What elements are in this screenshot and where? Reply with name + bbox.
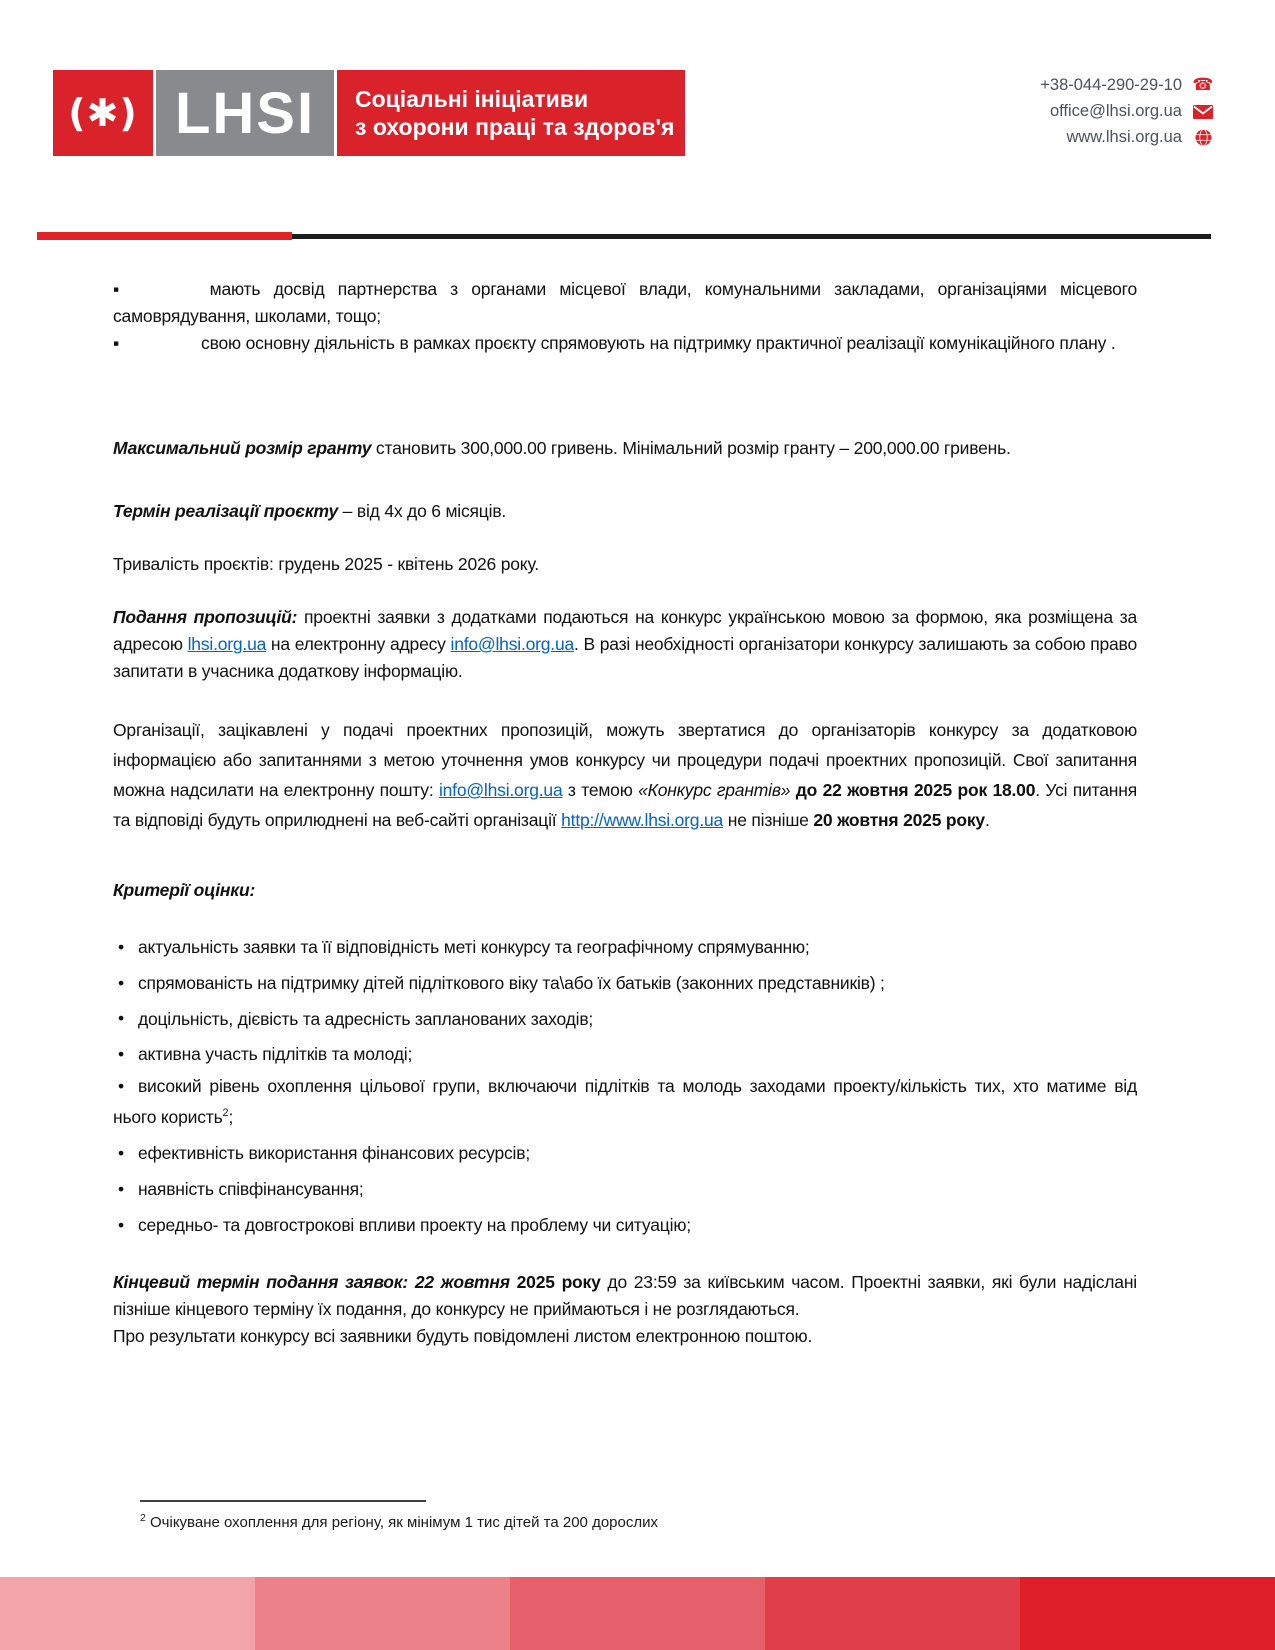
footnote-text: Очікуване охоплення для регіону, як мінімум 1 тис дітей та 200 дорослих (145, 1514, 658, 1531)
footer-block-1 (0, 1577, 255, 1650)
divider-red-segment (37, 232, 292, 240)
logo-asterisk-icon (53, 70, 153, 156)
max-grant-text: становить 300,000.00 гривень. Мінімальний розмір гранту – 200,000.00 гривень. (371, 438, 1011, 458)
deadline-year-bold: 2025 року (516, 1271, 601, 1292)
contact-email-row (1040, 102, 1213, 121)
duration-text: Тривалість проєктів: грудень 2025 - квітень 2026 року. (113, 554, 539, 574)
questions-text: не пізніше (723, 810, 814, 830)
criteria-list (113, 930, 1137, 1239)
info-email-link[interactable]: info@lhsi.org.ua (438, 780, 563, 800)
document-body (0, 240, 1275, 1350)
criteria-text: високий рівень охоплення цільової групи, включаючи підлітків та молодь заходами проекту/кількість тих, хто матиме від нього користь (113, 1076, 1137, 1128)
dot-bullet-marker: • (118, 1178, 124, 1199)
contact-phone: +38-044-290-29-10 (1040, 76, 1182, 94)
results-text: Про результати конкурсу всі заявники будуть повідомлені листом електронною поштою. (113, 1325, 813, 1346)
term-paragraph (113, 498, 1137, 525)
logo-mark-text: (✱) (68, 91, 138, 135)
square-bullet-item (113, 330, 1137, 357)
questions-text: . (984, 810, 990, 830)
dot-bullet-marker: • (118, 1214, 124, 1235)
criteria-text: активна участь підлітків та молоді; (137, 1044, 413, 1065)
footnote-marker: 2 (140, 1512, 146, 1524)
duration-paragraph (113, 551, 1137, 578)
square-bullet-text: свою основну діяльність в рамках проєкту спрямовують на підтримку практичної реалізації комунікаційного плану . (201, 333, 1116, 353)
criteria-item (113, 1037, 1137, 1068)
deadline-paragraph (113, 1269, 1137, 1323)
footnote-block (140, 1500, 1275, 1531)
dot-bullet-marker: • (118, 1044, 124, 1065)
submission-paragraph (113, 604, 1137, 685)
criteria-item (113, 966, 1137, 997)
criteria-text: наявність співфінансування; (137, 1178, 364, 1199)
phone-icon: ☎ (1192, 75, 1214, 95)
logo-tagline-line2: з охорони праці та здоров'я (355, 114, 675, 140)
criteria-text: доцільність, дієвість та адресність запланованих заходів; (137, 1008, 594, 1029)
logo-acronym (156, 70, 334, 156)
submission-text: проектні заявки з додатками подаються на конкурс українською мовою за формою, яка розміщена за адресою (113, 607, 1137, 654)
criteria-item (113, 1172, 1137, 1203)
square-bullet-text: мають досвід партнерства з органами місцевої влади, комунальними закладами, організаціями місцевого самоврядування, школами, тощо; (113, 279, 1137, 326)
criteria-heading (113, 877, 1137, 904)
questions-paragraph (113, 715, 1137, 835)
deadline-text: до 23:59 за київським часом. Проектні заявки, які були надіслані пізніше кінцевого терміну їх подання, до конкурсу не приймаються і не розглядаються. (113, 1271, 1137, 1319)
questions-publish-date-bold: 20 жовтня 2025 року (813, 810, 985, 830)
questions-text: з темою (562, 780, 639, 800)
footnote (140, 1512, 1275, 1531)
logo-tagline-line1: Соціальні ініціативи (355, 86, 589, 112)
divider-dark-segment (292, 234, 1211, 239)
contact-phone-row (1040, 76, 1213, 95)
max-grant-paragraph (113, 435, 1137, 462)
dot-bullet-marker: • (118, 1142, 124, 1163)
lhsi-logo (53, 70, 685, 156)
footer-block-3 (510, 1577, 765, 1650)
criteria-item (113, 930, 1137, 961)
footer-block-5 (1020, 1577, 1275, 1650)
criteria-superscript: 2 (222, 1107, 229, 1120)
criteria-item (113, 1002, 1137, 1033)
footer-color-strip (0, 1577, 1275, 1650)
contest-theme-italic: «Конкурс грантів» (638, 780, 791, 800)
page-header (53, 70, 1213, 156)
info-email-link[interactable]: info@lhsi.org.ua (450, 634, 575, 654)
questions-text: . Усі питання та відповіді будуть оприлюднені на веб-сайті організації (113, 780, 1137, 830)
square-bullet-list (113, 276, 1137, 357)
questions-deadline-bold: до 22 жовтня 2025 рок 18.00 (790, 780, 1036, 800)
term-heading: Термін реалізації проєкту (113, 501, 338, 521)
dot-bullet-marker: • (118, 1076, 124, 1097)
contact-email: office@lhsi.org.ua (1049, 102, 1182, 120)
deadline-heading: Кінцевий термін подання заявок: 22 жовтня (113, 1271, 517, 1292)
square-bullet-marker: ▪ (113, 333, 120, 353)
contact-website-row (1040, 128, 1213, 147)
square-bullet-marker: ▪ (113, 279, 128, 299)
submission-text: . В разі необхідності організатори конкурсу залишають за собою право запитати в учасника додаткову інформацію. (113, 634, 1137, 681)
contact-website: www.lhsi.org.ua (1066, 128, 1182, 146)
dot-bullet-marker: • (118, 936, 124, 957)
criteria-text: спрямованість на підтримку дітей підліткового віку та\або їх батьків (законних представників) ; (137, 972, 885, 993)
lhsi-site-link[interactable]: lhsi.org.ua (187, 634, 267, 654)
criteria-text: актуальність заявки та її відповідність меті конкурсу та географічному спрямуванню; (137, 936, 810, 957)
contact-block (1040, 76, 1213, 147)
globe-icon (1193, 129, 1213, 146)
header-divider (37, 232, 1211, 240)
criteria-item (113, 1208, 1137, 1239)
lhsi-url-link[interactable]: http://www.lhsi.org.ua (561, 810, 724, 830)
dot-bullet-marker: • (118, 972, 124, 993)
dot-bullet-marker: • (118, 1008, 124, 1029)
criteria-text: ефективність використання фінансових ресурсів; (137, 1142, 530, 1163)
logo-tagline (337, 70, 685, 156)
criteria-item (113, 1136, 1137, 1167)
submission-heading: Подання пропозицій: (113, 607, 298, 627)
results-paragraph (113, 1323, 1137, 1350)
logo-acronym-text: LHSI (174, 80, 316, 146)
term-text: – від 4х до 6 місяців. (338, 501, 507, 521)
criteria-text: ; (228, 1107, 234, 1128)
footer-block-2 (255, 1577, 510, 1650)
questions-text: Організації, зацікавлені у подачі проектних пропозицій, можуть звертатися до організаторів конкурсу за додатковою інформацією або запитаннями з метою уточнення умов конкурсу чи процедури подачі проектних пропозицій. Свої запитання можна надсилати на електронну пошту: (113, 720, 1137, 800)
submission-text: на електронну адресу (266, 634, 451, 654)
envelope-icon (1193, 103, 1213, 120)
square-bullet-item (113, 276, 1137, 330)
footnote-separator (140, 1500, 426, 1502)
footer-block-4 (765, 1577, 1020, 1650)
criteria-text: середньо- та довгострокові впливи проекту на проблему чи ситуацію; (137, 1214, 691, 1235)
criteria-heading-text: Критерії оцінки: (113, 880, 256, 900)
criteria-item (113, 1073, 1137, 1131)
max-grant-heading: Максимальний розмір гранту (113, 438, 372, 458)
